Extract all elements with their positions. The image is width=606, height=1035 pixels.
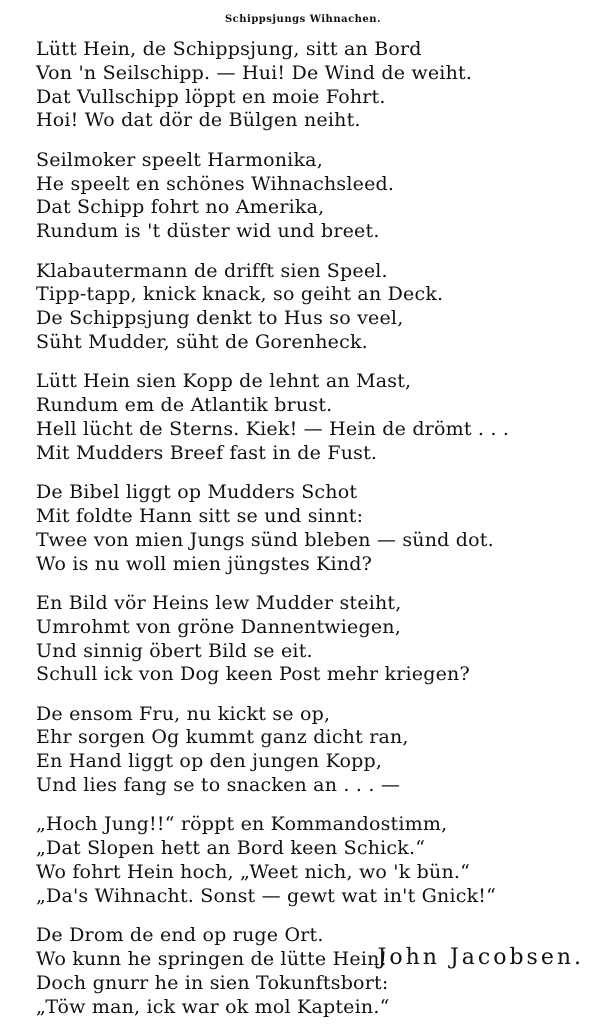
stanza-4 xyxy=(36,370,596,465)
poem-line: En Hand liggt op den jungen Kopp, xyxy=(36,750,383,773)
poem-line: Rundum is 't düster wid und breet. xyxy=(36,220,380,243)
poem-line: En Bild vör Heins lew Mudder steiht, xyxy=(36,591,402,614)
poem-line: De Schippsjung denkt to Hus so veel, xyxy=(36,307,404,330)
poem-line: Seilmoker speelt Harmonika, xyxy=(36,148,323,171)
poem-line: Hell lücht de Sterns. Kiek! — Hein de drömt . . . xyxy=(36,417,510,440)
poem-line: Twee von mien Jungs sünd bleben — sünd dot. xyxy=(36,528,494,551)
poem-line: „Dat Slopen hett an Bord keen Schick.“ xyxy=(36,837,426,860)
poem-line: Rundum em de Atlantik brust. xyxy=(36,394,333,417)
stanza-8 xyxy=(36,813,596,908)
poem-line: Umrohmt von gröne Dannentwiegen, xyxy=(36,615,401,638)
poem-line: Und lies fang se to snacken an . . . — xyxy=(36,774,401,797)
poem-line: Und sinnig öbert Bild se eit. xyxy=(36,639,313,662)
poem-line: Hoi! Wo dat dör de Bülgen neiht. xyxy=(36,109,361,132)
poem-line: De Bibel liggt op Mudders Schot xyxy=(36,481,358,504)
poem-line: Lütt Hein sien Kopp de lehnt an Mast, xyxy=(36,370,412,393)
stanza-5 xyxy=(36,481,596,576)
poem-line: „Töw man, ick war ok mol Kaptein.“ xyxy=(36,995,390,1018)
stanza-7 xyxy=(36,703,596,798)
author-signature: John Jacobsen. xyxy=(377,945,584,970)
stanza-2 xyxy=(36,149,596,244)
poem-line: Schull ick von Dog keen Post mehr kriegen? xyxy=(36,663,470,686)
poem-line: De Drom de end op ruge Ort. xyxy=(36,924,324,947)
poem-line: He speelt en schönes Wihnachsleed. xyxy=(36,172,395,195)
poem-line: Wo fohrt Hein hoch, „Weet nich, wo 'k bün.“ xyxy=(36,861,471,884)
poem-line: Ehr sorgen Og kummt ganz dicht ran, xyxy=(36,726,409,749)
poem-line: Wo is nu woll mien jüngstes Kind? xyxy=(36,552,373,575)
poem-line: Lütt Hein, de Schippsjung, sitt an Bord xyxy=(36,38,422,60)
stanza-1 xyxy=(36,38,596,133)
poem-line: „Da's Wihnacht. Sonst — gewt wat in't Gnick!“ xyxy=(36,884,497,907)
stanza-3 xyxy=(36,260,596,355)
poem-line: Doch gnurr he in sien Tokunftsbort: xyxy=(36,971,389,994)
poem-line: Wo kunn he springen de lütte Hein! xyxy=(36,948,388,971)
poem-line: Klabautermann de drifft sien Speel. xyxy=(36,259,388,282)
poem-line: De ensom Fru, nu kickt se op, xyxy=(36,702,331,725)
poem-line: Mit foldte Hann sitt se und sinnt: xyxy=(36,504,364,527)
poem-line: „Hoch Jung!!“ röppt en Kommandostimm, xyxy=(36,813,448,836)
stanza-9 xyxy=(36,924,596,1019)
poem-line: Mit Mudders Breef fast in de Fust. xyxy=(36,441,378,464)
poem-line: Dat Schipp fohrt no Amerika, xyxy=(36,196,325,219)
poem-body xyxy=(36,38,596,1035)
poem-line: Tipp-tapp, knick knack, so geiht an Deck. xyxy=(36,283,444,306)
poem-line: Süht Mudder, süht de Gorenheck. xyxy=(36,330,368,353)
poem-line: Von 'n Seilschipp. — Hui! De Wind de weiht. xyxy=(36,61,473,84)
stanza-6 xyxy=(36,592,596,687)
poem-title: Schippsjungs Wihnachen. xyxy=(224,14,382,25)
poem-line: Dat Vullschipp löppt en moie Fohrt. xyxy=(36,85,386,108)
